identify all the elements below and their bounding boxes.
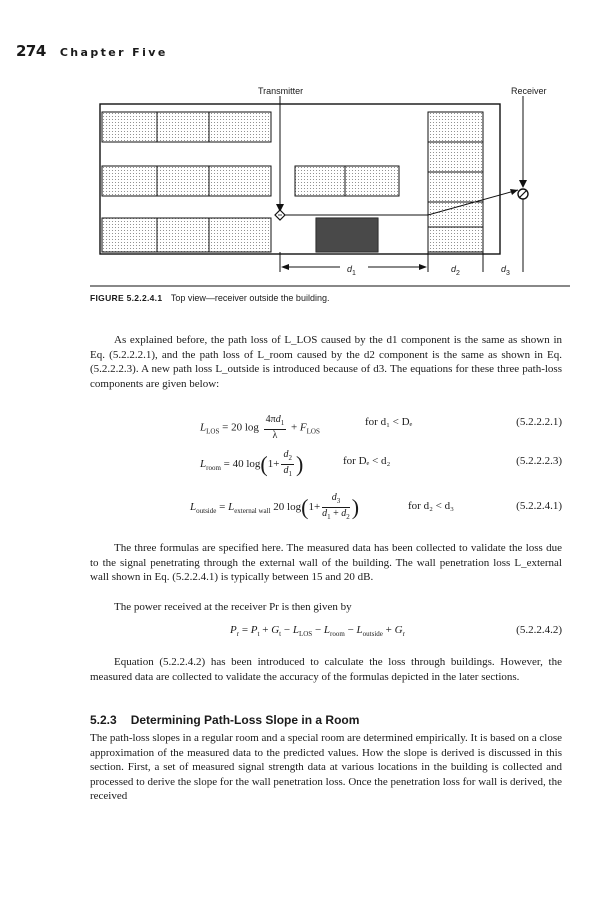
building-diagram	[90, 82, 570, 287]
room	[428, 142, 483, 172]
paragraph-3: The power received at the receiver Pr is then given by	[114, 601, 352, 613]
transmitter-label: Transmitter	[258, 86, 304, 96]
d1-label: $d_1$	[347, 264, 356, 277]
page-number: 274	[16, 42, 46, 60]
eq2-number: (5.2.2.2.3)	[516, 455, 562, 467]
room	[209, 112, 271, 142]
eq1-number: (5.2.2.2.1)	[516, 416, 562, 428]
equation-1: $L_{LOS} = 20$ log $\frac{4\pi d_1}{\lambda}$ + $F_{LOS}$ for d₁ < Dₑ (5.2.2.2.1)	[200, 414, 562, 441]
room	[102, 112, 157, 142]
running-head	[16, 42, 168, 64]
room	[428, 112, 483, 142]
eq1-condition: for d₁ < Dₑ	[365, 416, 413, 428]
eq3-condition: for d₂ < d₃	[408, 500, 454, 512]
figure-caption	[90, 293, 329, 303]
room	[295, 166, 345, 196]
figure-number: FIGURE 5.2.2.4.1	[90, 293, 163, 303]
room	[102, 218, 157, 252]
room	[157, 166, 209, 196]
eq2-condition: for Dₑ < d₂	[343, 455, 391, 467]
room	[428, 227, 483, 252]
paragraph-4: Equation (5.2.2.4.2) has been introduced to calculate the loss through buildings. However, the measured data are collected to validate the accuracy of the formulas depicted in the later sections.	[90, 656, 562, 683]
d2-label: $d_2$	[451, 264, 460, 277]
caption-text: Top view—receiver outside the building.	[170, 293, 330, 303]
eq4-number: (5.2.2.4.2)	[516, 624, 562, 636]
room	[209, 166, 271, 196]
section-number: 5.2.3	[90, 713, 117, 727]
room	[157, 112, 209, 142]
paragraph-1: As explained before, the path loss of L_LOS caused by the d1 component is the same as shown in Eq. (5.2.2.2.1), and the path loss of L_room caused by the d2 component is the same as shown in Eq. (5.2.2.2.3). A new path loss L_outside is introduced because of d3. The equations for these three path-loss components are given below:	[90, 334, 562, 390]
d3-label: $d_3$	[501, 264, 510, 277]
paragraph-2: The three formulas are specified here. The measured data has been collected to validate the loss due to the signal penetrating through the external wall of the building. The wall penetration loss L_external wall shown in Eq. (5.2.2.4.1) is typically between 15 and 20 dB.	[90, 542, 562, 583]
section-title: Determining Path-Loss Slope in a Room	[130, 713, 360, 727]
equation-2: $L_{room} = 40$ log(1+ $\frac{d_2}{d_1}$ ) for Dₑ < d₂ (5.2.2.2.3)	[200, 449, 562, 478]
room	[157, 218, 209, 252]
receiver-label: Receiver	[511, 86, 547, 96]
room	[428, 202, 483, 227]
equation-3: $L_{outside} = L_{external wall}$ 20 log(1+ $\frac{d_3}{d_1 + d_2}$ ) for d₂ < d₃ (5.2.2.4.1)	[190, 492, 562, 521]
room	[102, 166, 157, 196]
room	[209, 218, 271, 252]
room	[345, 166, 399, 196]
chapter-title: Chapter Five	[59, 46, 168, 59]
special-room	[316, 218, 378, 252]
paragraph-5: The path-loss slopes in a regular room and a special room are determined empirically. It is based on a close approximation of the measured data to the predicted values. How the slope is derived is discussed in this section. First, a set of measured signal strength data at various locations in the building is collected and processed to derive the slope for the wall penetration loss. Once the penetration loss for wall is derived, the received	[90, 732, 562, 802]
eq3-number: (5.2.2.4.1)	[516, 500, 562, 512]
equation-4: $P_r = P_t + G_t - L_{LOS} - L_{room} - L_{outside} + G_r$ (5.2.2.4.2)	[230, 624, 562, 639]
section-heading	[90, 713, 359, 727]
room	[428, 172, 483, 202]
figure-top-view	[90, 82, 570, 287]
